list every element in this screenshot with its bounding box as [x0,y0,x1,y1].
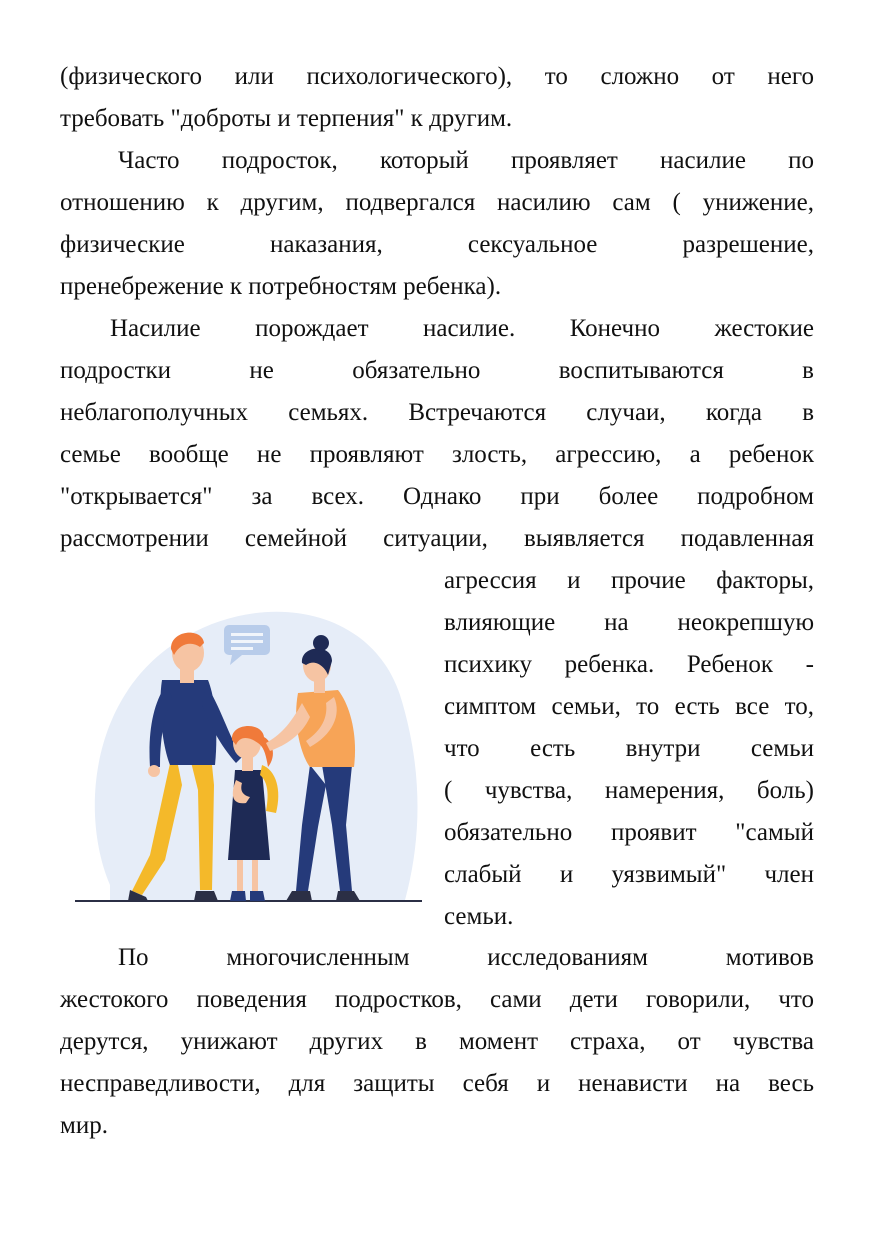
paragraph-3 [60,308,814,560]
text-line: симптом семьи, то есть все то, [444,693,814,720]
text-line: семье вообще не проявляют злость, агрессию, а ребенок [60,441,814,468]
text-line: "открывается" за всех. Однако при более подробном [60,483,814,510]
text-line: отношению к другим, подвергался насилию сам ( унижение, [60,189,814,216]
text-line: психику ребенка. Ребенок - [444,651,814,678]
text-line: (физического или психологического), то сложно от него [60,63,814,90]
text-line: слабый и уязвимый" член [444,861,814,888]
text-line: Часто подросток, который проявляет насилие по [118,147,814,174]
text-line: жестокого поведения подростков, сами дети говорили, что [60,986,814,1013]
text-line: мир. [60,1112,108,1139]
text-line: несправедливости, для защиты себя и ненависти на весь [60,1070,814,1097]
text-line: подростки не обязательно воспитываются в [60,357,814,384]
text-line: влияющие на неокрепшую [444,609,814,636]
text-line: что есть внутри семьи [444,735,814,762]
text-line: обязательно проявит "самый [444,819,814,846]
text-line: По многочисленным исследованиям мотивов [118,944,814,971]
text-line: требовать "доброты и терпения" к другим. [60,105,513,132]
paragraph-4 [60,937,814,1147]
text-line: неблагополучных семьях. Встречаются случаи, когда в [60,399,814,426]
text-line: ( чувства, намерения, боль) [444,777,814,804]
family-illustration-icon [70,585,430,915]
text-line: семьи. [444,903,514,930]
text-line: рассмотрении семейной ситуации, выявляется подавленная [60,525,814,552]
text-line: Насилие порождает насилие. Конечно жестокие [110,315,814,342]
text-line: дерутся, унижают других в момент страха, от чувства [60,1028,814,1055]
text-line: агрессия и прочие факторы, [444,567,814,594]
paragraph-1 [60,56,814,140]
text-line: пренебрежение к потребностям ребенка). [60,273,502,300]
text-line: физические наказания, сексуальное разрешение, [60,231,814,258]
paragraph-3-wrap [444,560,814,938]
paragraph-2 [60,140,814,308]
